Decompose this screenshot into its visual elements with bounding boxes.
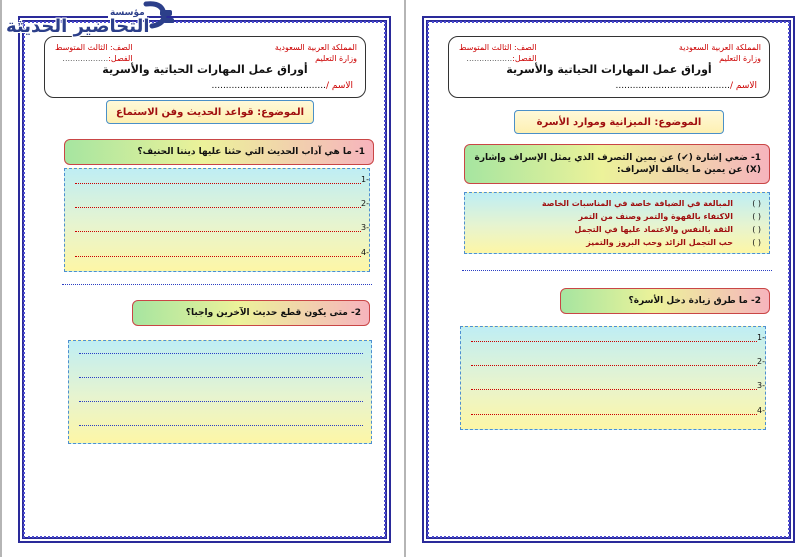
right-header-box (448, 36, 770, 98)
statement-item[interactable]: ( )المبالغة في الضيافة خاصة في المناسبات الخاصة (541, 199, 761, 208)
answer-line-4[interactable]: 4- (471, 414, 757, 415)
statement-item[interactable]: ( )الثقة بالنفس والاعتماد عليها في التجمل (574, 225, 761, 234)
q2-answer-area[interactable] (460, 326, 766, 430)
worksheet-title: أوراق عمل المهارات الحياتية والأسرية (506, 63, 712, 76)
q2-answer-area[interactable] (68, 340, 372, 444)
grade-label: الصف: الثالث المتوسط (55, 43, 133, 52)
answer-line-3[interactable]: 3- (75, 231, 361, 232)
right-worksheet-page (406, 0, 808, 557)
ministry-label: وزارة التعليم (719, 53, 761, 63)
answer-parenthesis[interactable]: ( ) (752, 212, 761, 221)
question-2: 2- متى يكون قطع حديث الآخرين واجبا؟ (132, 300, 370, 326)
question-1: 1- ضعي إشارة (✔) عن يمين التصرف الذي يمثل الإسراف وإشارة (X) عن يمين ما يخالف الإسراف: (464, 144, 770, 184)
answer-line-3[interactable] (79, 401, 363, 402)
answer-line-2[interactable]: 2- (471, 365, 757, 366)
answer-parenthesis[interactable]: ( ) (752, 238, 761, 247)
answer-line-2[interactable]: 2- (75, 207, 361, 208)
right-page-border (422, 16, 795, 543)
kingdom-label: المملكة العربية السعودية (274, 43, 357, 52)
answer-line-1[interactable] (79, 353, 363, 354)
watermark-logo (0, 0, 182, 44)
answer-line-4[interactable]: 4- (75, 256, 361, 257)
question-1: 1- ما هي آداب الحديث التي حثنا عليها ديننا الحنيف؟ (64, 139, 374, 165)
kingdom-label: المملكة العربية السعودية (678, 43, 761, 52)
left-page-border (18, 16, 391, 543)
logo-brand: التحاضير الحديثة (6, 16, 150, 37)
q1-answer-area[interactable] (64, 168, 370, 272)
question-2: 2- ما طرق زيادة دخل الأسرة؟ (560, 288, 770, 314)
q1-items-area (464, 192, 770, 254)
name-label: الاسم / (729, 81, 757, 91)
answer-parenthesis[interactable]: ( ) (752, 199, 761, 208)
name-field[interactable]: ........................................ (615, 81, 730, 91)
separator-line (62, 284, 372, 285)
answer-line-1[interactable]: 1- (471, 341, 757, 342)
answer-parenthesis[interactable]: ( ) (752, 225, 761, 234)
class-label: الفصل: (108, 53, 133, 63)
left-header-box (44, 36, 366, 98)
left-worksheet-page (2, 0, 404, 557)
ministry-label: وزارة التعليم (315, 53, 357, 63)
name-label: الاسم / (325, 81, 353, 91)
statement-item[interactable]: ( )حب التجمل الزائد وحب البروز والتميز (586, 238, 761, 247)
statement-item[interactable]: ( )الاكتفاء بالقهوة والتمر وصنف من التمر (578, 212, 761, 221)
answer-line-3[interactable]: 3- (471, 389, 757, 390)
topic-box: الموضوع: قواعد الحديث وفن الاستماع (106, 100, 314, 124)
answer-line-1[interactable]: 1- (75, 183, 361, 184)
name-field[interactable]: ........................................ (211, 81, 326, 91)
topic-box: الموضوع: الميزانية وموارد الأسرة (514, 110, 724, 134)
class-label: الفصل: (512, 53, 537, 63)
logo-prefix: مؤسسة (110, 8, 145, 18)
separator-line (462, 270, 772, 271)
class-field[interactable]: .................. (466, 53, 513, 63)
answer-line-4[interactable] (79, 425, 363, 426)
answer-line-2[interactable] (79, 377, 363, 378)
worksheet-title: أوراق عمل المهارات الحياتية والأسرية (102, 63, 308, 76)
class-field[interactable]: .................. (62, 53, 109, 63)
grade-label: الصف: الثالث المتوسط (459, 43, 537, 52)
